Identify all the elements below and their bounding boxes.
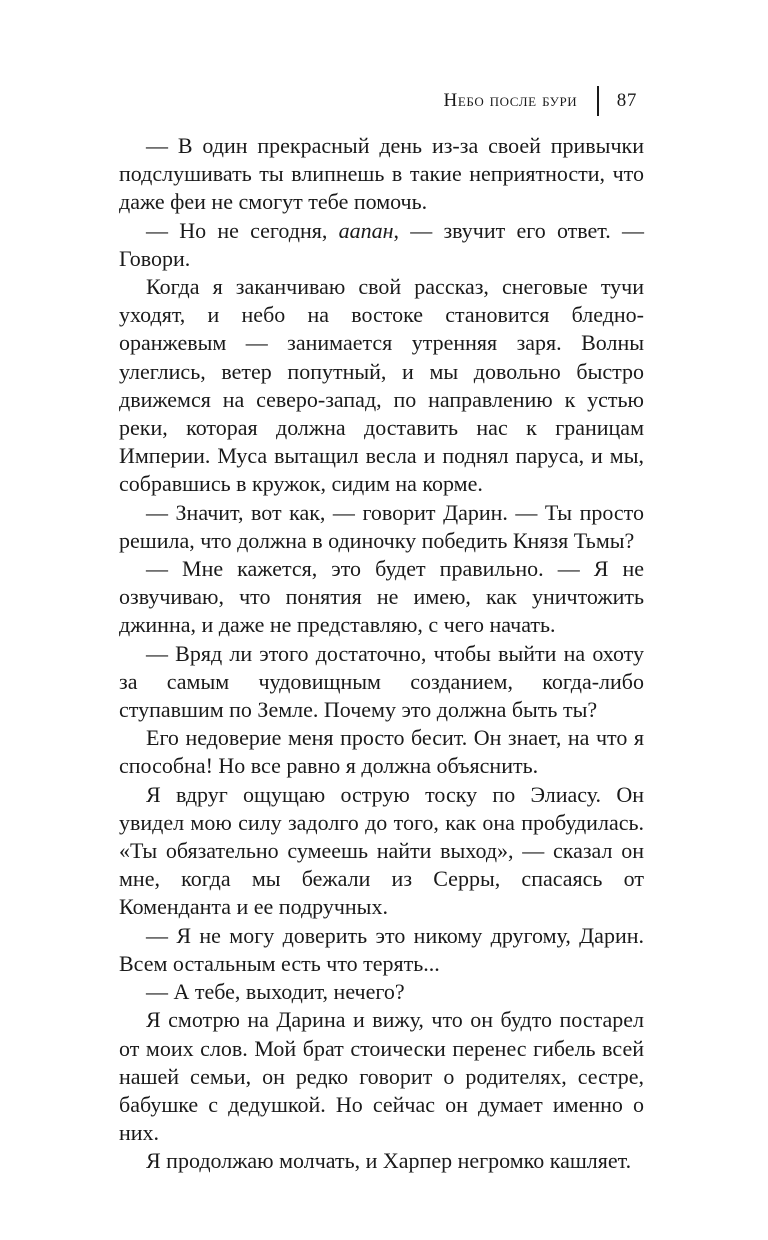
paragraph: — Вряд ли этого достаточно, чтобы выйти на охоту за самым чудовищным созданием, когда-либо ступавшим по Земле. Почему это должна быть ты?	[119, 640, 644, 723]
header-divider	[597, 86, 599, 116]
paragraph: — В один прекрасный день из-за своей привычки подслушивать ты влипнешь в такие неприятности, что даже феи не смогут тебе помочь.	[119, 133, 644, 215]
paragraph: Я смотрю на Дарина и вижу, что он будто постарел от моих слов. Мой брат стоически перенес гибель всей нашей семьи, он редко говорит о родителях, сестре, бабушке с дедушкой. Но сейчас он думает именно о них.	[119, 1007, 644, 1146]
page-number: 87	[616, 90, 637, 111]
paragraph: Его недоверие меня просто бесит. Он знает, на что я способна! Но все равно я должна объяснить.	[119, 725, 644, 779]
page-body	[119, 132, 644, 1176]
paragraph: — Мне кажется, это будет правильно. — Я не озвучиваю, что понятия не имею, как уничтожить джинна, и даже не представляю, с чего начать.	[119, 556, 644, 638]
paragraph: — Но не сегодня, аапан, — звучит его ответ. — Говори.	[119, 217, 645, 271]
running-header	[444, 86, 638, 116]
paragraph: — Я не могу доверить это никому другому, Дарин. Всем остальным есть что терять...	[119, 922, 644, 976]
paragraph: Я продолжаю молчать, и Харпер негромко кашляет.	[146, 1148, 632, 1174]
paragraph: Когда я заканчиваю свой рассказ, снеговые тучи уходят, и небо на востоке становится бледно-оранжевым — занимается утренняя заря. Волны улеглись, ветер попутный, и мы довольно быстро движемся на северо-запад, по направлению к устью реки, которая должна доставить нас к границам Империи. Муса вытащил весла и поднял паруса, и мы, собравшись в кружок, сидим на корме.	[119, 274, 644, 497]
italic-word: аапан	[338, 217, 394, 243]
paragraph: Я вдруг ощущаю острую тоску по Элиасу. Он увидел мою силу задолго до того, как она пробудилась. «Ты обязательно сумеешь найти выход», — сказал он мне, когда мы бежали из Серры, спасаясь от Коменданта и ее подручных.	[119, 781, 644, 920]
paragraph: — А тебе, выходит, нечего?	[146, 979, 405, 1005]
paragraph: — Значит, вот как, — говорит Дарин. — Ты просто решила, что должна в одиночку победить Князя Тьмы?	[119, 499, 644, 553]
running-title: Небо после бури	[443, 90, 578, 111]
